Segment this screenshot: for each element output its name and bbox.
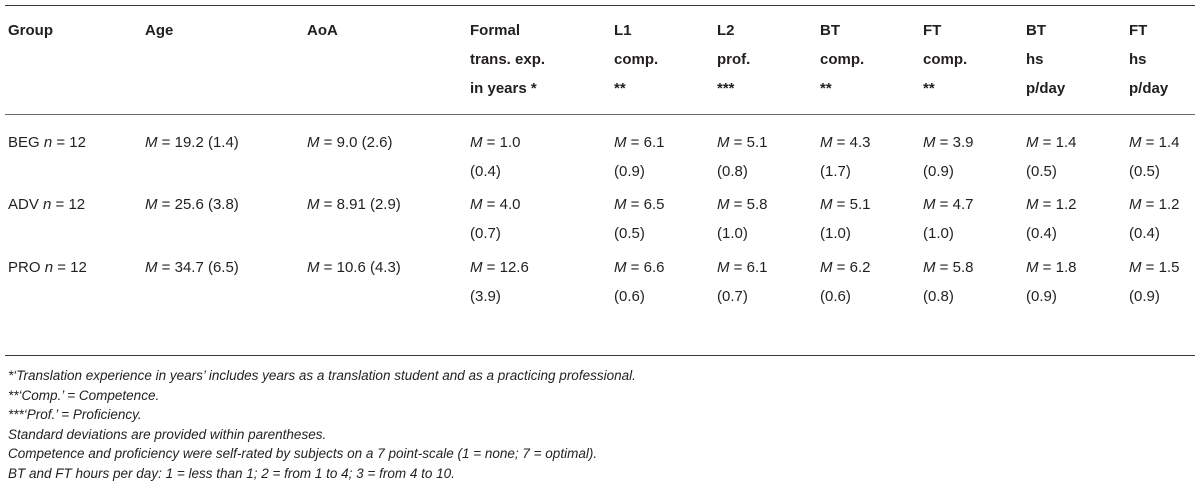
header-group: Group [8,22,53,39]
header-bt-hours-per-day: BT hs p/day [1026,22,1066,97]
cell-formal: M = 12.6 (3.9) [470,259,529,305]
footnote: ***‘Prof.’ = Proficiency. [8,407,142,422]
cell-ft: M = 4.7 (1.0) [923,196,974,242]
header-aoa: AoA [307,22,338,39]
table-bottom-rule [5,355,1195,356]
cell-ft-hours: M = 1.2 (0.4) [1129,196,1180,242]
header-bt-comp: BT comp. ** [820,22,865,97]
cell-ft-hours: M = 1.4 (0.5) [1129,134,1180,180]
footnote: Standard deviations are provided within parentheses. [8,426,327,442]
cell-l2: M = 5.1 (0.8) [717,134,768,180]
header-ft-comp: FT comp. ** [923,22,968,97]
cell-group: ADV n = 12 [8,196,86,213]
cell-l1: M = 6.6 (0.6) [614,259,665,305]
footnote: BT and FT hours per day: 1 = less than 1; 2 = from 1 to 4; 3 = from 4 to 10. [8,465,455,481]
cell-group: PRO n = 12 [8,259,87,276]
cell-formal: M = 4.0 (0.7) [470,196,521,242]
cell-aoa: M = 8.91 (2.9) [307,196,401,213]
cell-l2: M = 5.8 (1.0) [717,196,768,242]
cell-ft: M = 5.8 (0.8) [923,259,974,305]
cell-bt: M = 6.2 (0.6) [820,259,871,305]
table-top-rule [5,5,1195,6]
cell-ft-hours: M = 1.5 (0.9) [1129,259,1180,305]
header-age: Age [145,22,174,39]
header-formal-trans-exp: Formal trans. exp. in years * [470,22,546,97]
footnote: *‘Translation experience in years’ includes years as a translation student and as a practicing professional. [8,368,636,383]
footnote: Competence and proficiency were self-rated by subjects on a 7 point-scale (1 = none; 7 = optimal). [8,446,598,461]
footnote: **‘Comp.’ = Competence. [8,387,160,403]
cell-bt: M = 4.3 (1.7) [820,134,871,180]
header-l2-prof: L2 prof. *** [717,22,751,97]
cell-bt-hours: M = 1.2 (0.4) [1026,196,1077,242]
header-divider-rule [5,114,1195,115]
cell-formal: M = 1.0 (0.4) [470,134,521,180]
cell-l2: M = 6.1 (0.7) [717,259,768,305]
cell-l1: M = 6.1 (0.9) [614,134,665,180]
table-footnotes [8,366,636,483]
cell-aoa: M = 10.6 (4.3) [307,259,401,276]
cell-age: M = 19.2 (1.4) [145,134,239,151]
cell-age: M = 34.7 (6.5) [145,259,239,276]
header-l1-comp: L1 comp. ** [614,22,659,97]
cell-group: BEG n = 12 [8,134,86,151]
cell-l1: M = 6.5 (0.5) [614,196,665,242]
cell-bt: M = 5.1 (1.0) [820,196,871,242]
cell-age: M = 25.6 (3.8) [145,196,239,213]
cell-bt-hours: M = 1.8 (0.9) [1026,259,1077,305]
cell-ft: M = 3.9 (0.9) [923,134,974,180]
header-ft-hours-per-day: FT hs p/day [1129,22,1169,97]
cell-bt-hours: M = 1.4 (0.5) [1026,134,1077,180]
cell-aoa: M = 9.0 (2.6) [307,134,393,151]
